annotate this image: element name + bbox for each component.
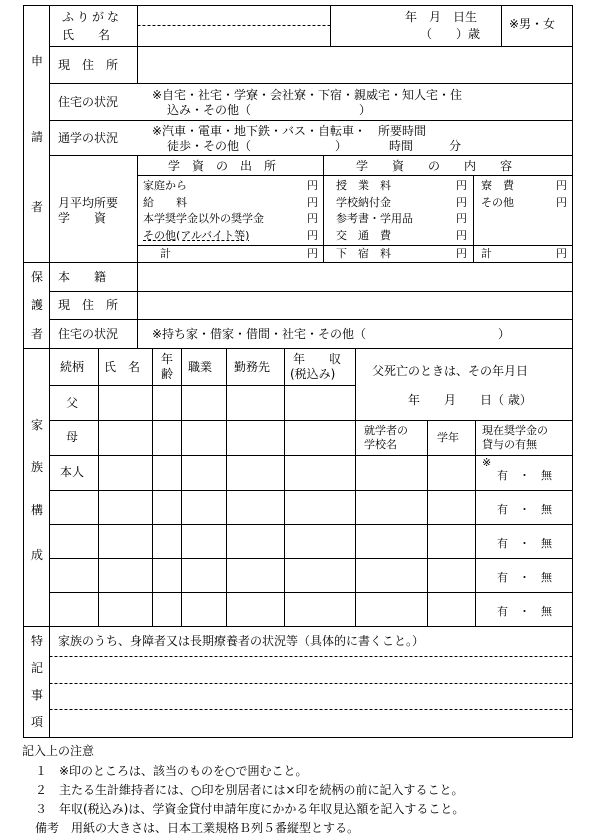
fund-source-item: 給 料 (143, 196, 187, 209)
fund-other-total: 計 (481, 247, 492, 260)
grade-header: 学年 (437, 431, 459, 444)
applicant-section-label-2: 請 (31, 130, 44, 144)
income-header-2: (税込み) (290, 367, 336, 381)
guardian-section-label-3: 者 (31, 327, 44, 341)
remarks-section-label-2: 記 (31, 661, 44, 675)
yen-unit: 円 (456, 196, 467, 209)
school-header-1: 就学者の (364, 424, 408, 437)
fund-source-header: 学 資 の 出 所 (168, 159, 277, 173)
scholarship-yes-no: 有 ・ 無 (497, 605, 552, 618)
notes-remark: 備考 用紙の大きさは、日本工業規格Ｂ列５番縦型とする。 (35, 821, 360, 835)
family-section-label-4: 成 (31, 548, 44, 562)
yen-unit: 円 (307, 212, 318, 225)
yen-unit: 円 (307, 179, 318, 192)
yen-unit: 円 (556, 196, 567, 209)
commute-label: 通学の状況 (58, 131, 119, 145)
family-section-label-2: 族 (31, 460, 44, 474)
fund-source-total: 計 (160, 247, 171, 260)
yen-unit: 円 (307, 229, 318, 242)
yen-unit: 円 (307, 247, 318, 260)
note-item: ３ 年収(税込み)は、学資金貸付申請年度にかかる年収見込額を記入すること。 (35, 802, 465, 816)
yen-unit: 円 (556, 247, 567, 260)
scholarship-yes-no: 有 ・ 無 (497, 537, 552, 550)
occupation-header: 職業 (188, 360, 213, 374)
notes-title: 記入上の注意 (22, 744, 95, 758)
name-label: 氏 名 (62, 28, 111, 42)
father-death-note: 父死亡のときは、その年月日 (372, 364, 529, 378)
scholarship-mark: ※ (482, 456, 492, 469)
relation-father: 父 (66, 396, 79, 410)
yen-unit: 円 (456, 212, 467, 225)
scholarship-yes-no: 有 ・ 無 (497, 469, 552, 482)
applicant-housing-options-line1: ※自宅・社宅・学寮・会社寮・下宿・親威宅・知人宅・住 (152, 88, 463, 102)
yen-unit: 円 (456, 179, 467, 192)
remarks-section-label-4: 項 (31, 715, 44, 729)
guardian-address-label: 現 住 所 (58, 298, 119, 312)
fund-content-item: 学校納付金 (336, 196, 391, 209)
applicant-section-label-1: 申 (31, 54, 44, 68)
remarks-instruction: 家族のうち、身障者又は長期療養者の状況等（具体的に書くこと。） (58, 634, 425, 648)
funds-label-2: 学 資 (58, 211, 107, 225)
sex-options: ※男・女 (509, 17, 556, 31)
funds-label-1: 月平均所要 (58, 196, 119, 210)
age-label: （ ）歳 (420, 27, 481, 41)
note-item: １ ※印のところは、該当のものを○で囲むこと。 (35, 764, 308, 778)
fund-content-item: 参考書・学用品 (336, 212, 413, 225)
father-death-date: 年 月 日（ 歳） (408, 393, 532, 407)
yen-unit: 円 (456, 247, 467, 260)
commute-options-line1: ※汽車・電車・地下鉄・バス・自転車・ 所要時間 (152, 124, 427, 138)
applicant-housing-options-line2: 込み・その他（ ） (167, 103, 372, 117)
income-header-1: 年 収 (293, 352, 342, 366)
furigana-label: ふりがな (62, 10, 123, 24)
yen-unit: 円 (307, 196, 318, 209)
school-header-2: 学校名 (364, 438, 397, 451)
family-section-label-3: 構 (31, 503, 44, 517)
guardian-section-label-1: 保 (31, 270, 44, 284)
scholarship-header-1: 現在奨学金の (482, 424, 548, 437)
age-header-1: 年 (161, 352, 174, 366)
workplace-header: 勤務先 (234, 360, 271, 374)
note-item: ２ 主たる生計維持者には、○印を別居者には×印を続柄の前に記入すること。 (35, 783, 464, 797)
fund-source-item: 本学奨学金以外の奨学金 (143, 212, 264, 225)
guardian-section-label-2: 護 (31, 298, 44, 312)
fund-content-item: 授 業 料 (336, 179, 391, 192)
relation-mother: 母 (66, 430, 79, 444)
remarks-section-label-3: 事 (31, 688, 44, 702)
fund-source-item: 家庭から (143, 179, 187, 192)
family-section-label-1: 家 (31, 418, 44, 432)
commute-options-line2: 徒歩・その他（ ） 時間 分 (167, 139, 462, 153)
fund-content-item: 交 通 費 (336, 229, 391, 242)
relation-self: 本人 (60, 465, 85, 479)
applicant-housing-label: 住宅の状況 (58, 95, 119, 109)
scholarship-yes-no: 有 ・ 無 (497, 571, 552, 584)
fund-other-item: その他 (481, 196, 514, 209)
yen-unit: 円 (556, 179, 567, 192)
fund-other-item: 寮 費 (481, 179, 514, 192)
relation-header: 続柄 (60, 360, 85, 374)
remarks-section-label-1: 特 (31, 634, 44, 648)
fund-content-header: 学 資 の 内 容 (356, 159, 513, 173)
name-header: 氏 名 (104, 360, 141, 374)
fund-source-item: その他(アルバイト等) (143, 229, 250, 242)
yen-unit: 円 (456, 229, 467, 242)
fund-content-item: 下 宿 料 (336, 247, 391, 260)
applicant-section-label-3: 者 (31, 200, 44, 214)
birth-date-label: 年 月 日生 (405, 10, 478, 24)
applicant-address-label: 現 住 所 (58, 58, 119, 72)
age-header-2: 齢 (161, 367, 174, 381)
scholarship-header-2: 貸与の有無 (482, 438, 537, 451)
guardian-domicile-label: 本 籍 (58, 270, 107, 284)
scholarship-yes-no: 有 ・ 無 (497, 503, 552, 516)
guardian-housing-options: ※持ち家・借家・借間・社宅・その他（ ） (152, 327, 511, 341)
guardian-housing-label: 住宅の状況 (58, 327, 119, 341)
